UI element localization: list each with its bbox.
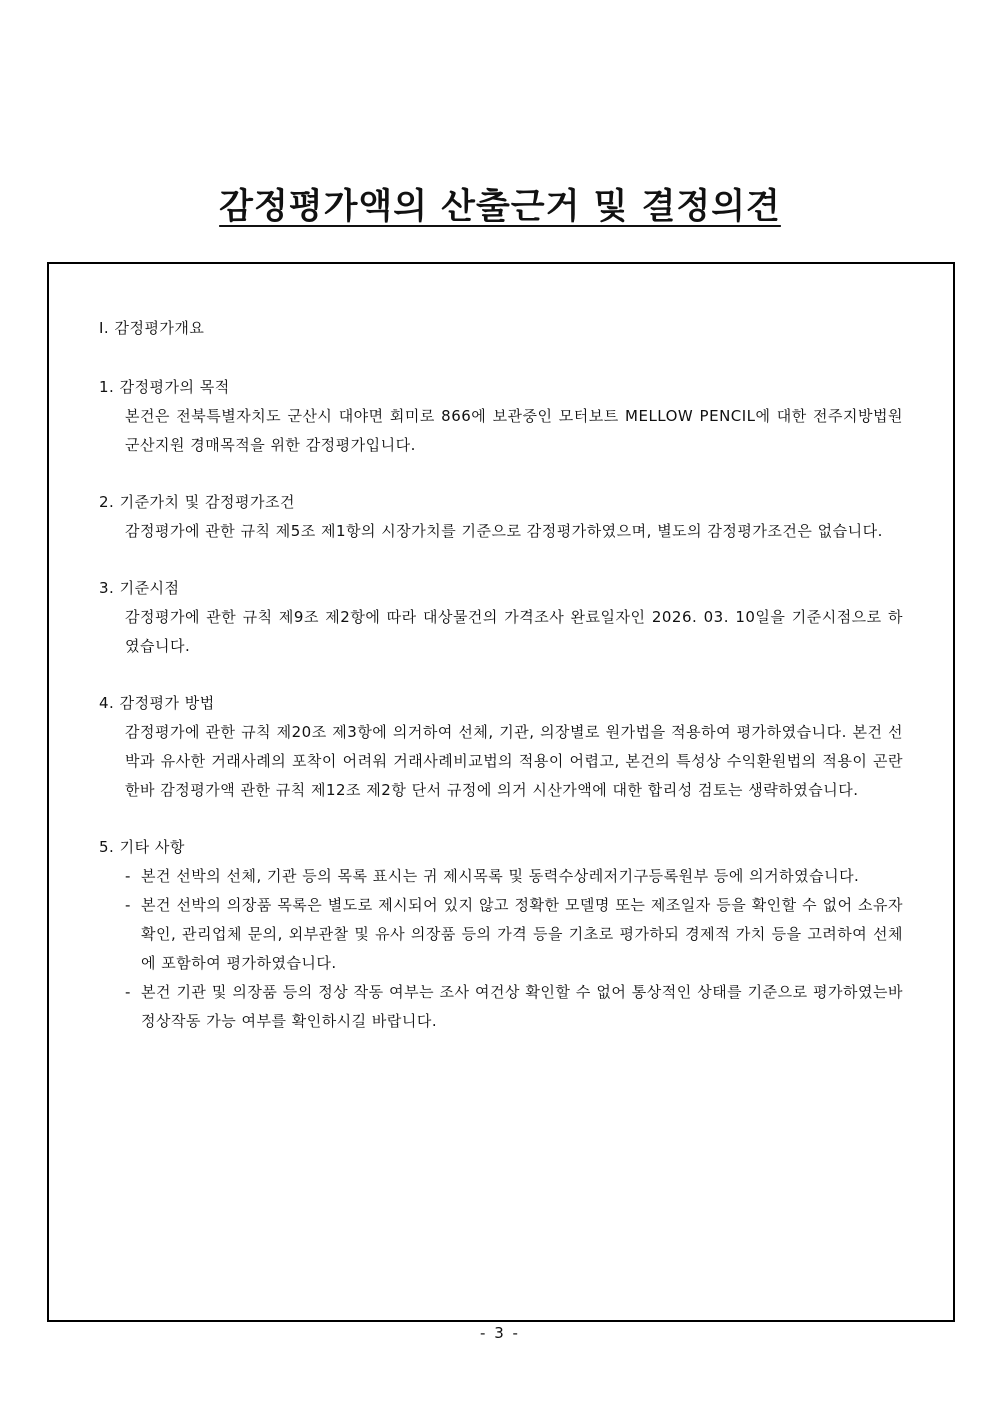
item-body: 감정평가에 관한 규칙 제5조 제1항의 시장가치를 기준으로 감정평가하였으며, 별도의 감정평가조건은 없습니다. <box>125 522 883 540</box>
item-body: 감정평가에 관한 규칙 제20조 제3항에 의거하여 선체, 기관, 의장별로 원가법을 적용하여 평가하였습니다. 본건 선박과 유사한 거래사례의 포착이 어려워 거래사례비교법의 적용이 어렵고, 본건의 특성상 수익환원법의 적용이 곤란한바 감정평가액 관한 규칙 제12조 제2항 단서 규정에 의거 시산가액에 대한 합리성 검토는 생략하였습니다. <box>125 723 903 799</box>
item-basis-of-value <box>99 488 903 546</box>
bullet-mark: - <box>125 896 131 914</box>
bullet-mark: - <box>125 983 131 1001</box>
list-item <box>99 862 903 891</box>
content-frame <box>47 262 955 1322</box>
list-item <box>99 978 903 1036</box>
list-item <box>99 891 903 978</box>
item-heading: 5. 기타 사항 <box>99 838 185 856</box>
item-heading: 2. 기준가치 및 감정평가조건 <box>99 493 296 511</box>
section-heading: Ⅰ. 감정평가개요 <box>99 319 205 337</box>
item-body: 본건은 전북특별자치도 군산시 대야면 회미로 866에 보관중인 모터보트 MELLOW PENCIL에 대한 전주지방법원 군산지원 경매목적을 위한 감정평가입니다. <box>125 407 903 454</box>
document-title: 감정평가액의 산출근거 및 결정의견 <box>219 187 781 227</box>
item-purpose <box>99 373 903 460</box>
bullet-mark: - <box>125 867 131 885</box>
bullet-text: 본건 기관 및 의장품 등의 정상 작동 여부는 조사 여건상 확인할 수 없어 통상적인 상태를 기준으로 평가하였는바 정상작동 가능 여부를 확인하시길 바랍니다. <box>141 983 903 1030</box>
item-other-notes <box>99 833 903 1036</box>
item-valuation-date <box>99 574 903 661</box>
page-number: - 3 - <box>480 1324 520 1342</box>
item-valuation-method <box>99 689 903 805</box>
item-heading: 4. 감정평가 방법 <box>99 694 215 712</box>
item-body: 감정평가에 관한 규칙 제9조 제2항에 따라 대상물건의 가격조사 완료일자인 2026. 03. 10일을 기준시점으로 하였습니다. <box>125 608 903 655</box>
overview-section <box>99 314 903 1064</box>
item-heading: 3. 기준시점 <box>99 579 180 597</box>
bullet-text: 본건 선박의 선체, 기관 등의 목록 표시는 귀 제시목록 및 동력수상레저기구등록원부 등에 의거하였습니다. <box>141 867 860 885</box>
bullet-text: 본건 선박의 의장품 목록은 별도로 제시되어 있지 않고 정확한 모델명 또는 제조일자 등을 확인할 수 없어 소유자 확인, 관리업체 문의, 외부관찰 및 유사 의장품 등의 가격 등을 기초로 평가하되 경제적 가치 등을 고려하여 선체에 포함하여 평가하였습니다. <box>141 896 903 972</box>
item-heading: 1. 감정평가의 목적 <box>99 378 230 396</box>
